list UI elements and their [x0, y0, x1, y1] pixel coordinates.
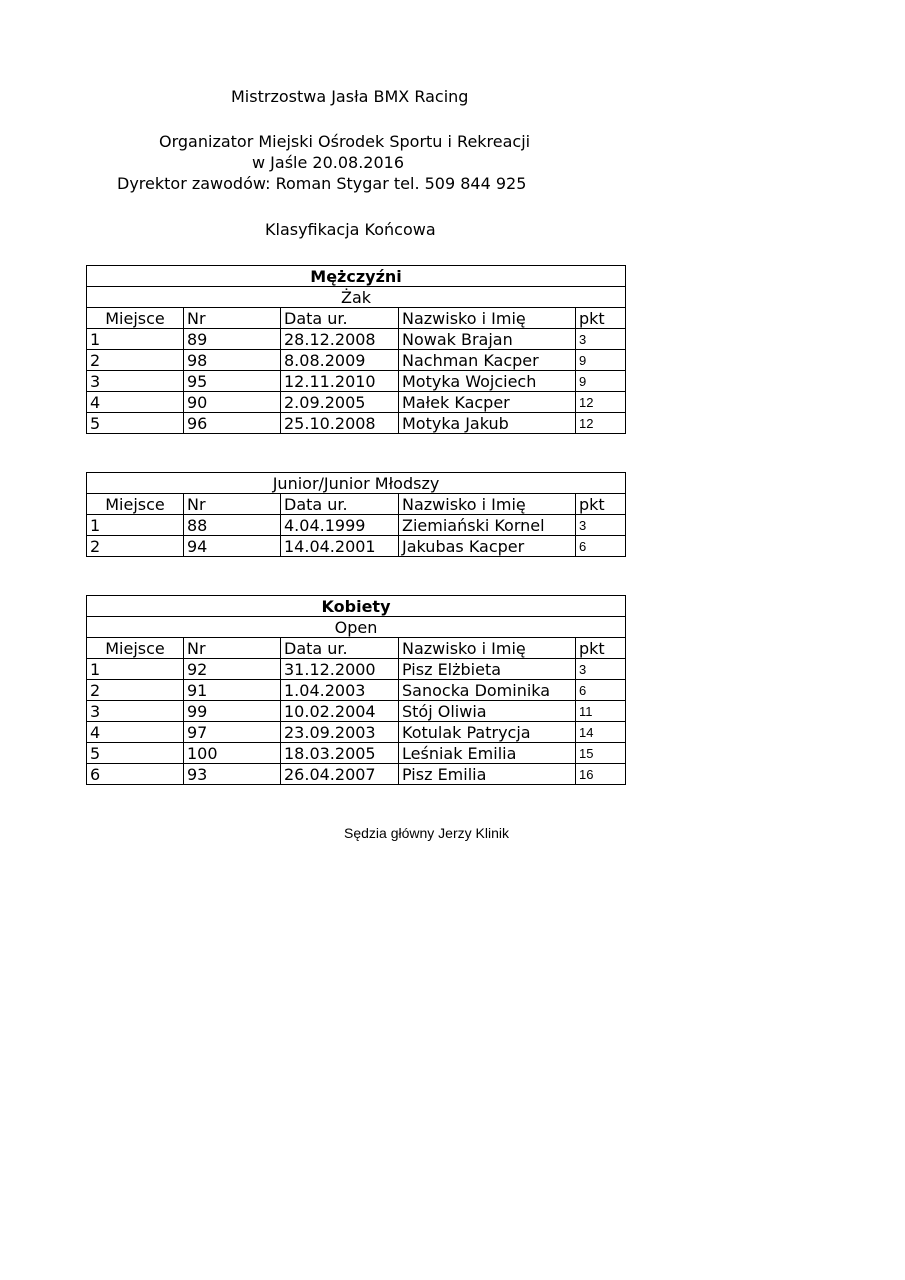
- table-row: [87, 536, 626, 557]
- points-cell: 15: [576, 743, 626, 764]
- place-cell: 4: [87, 392, 184, 413]
- name-cell: Nowak Brajan: [399, 329, 576, 350]
- category-row: [87, 473, 626, 494]
- number-cell: 98: [184, 350, 281, 371]
- points-cell: 16: [576, 764, 626, 785]
- table-row: [87, 329, 626, 350]
- category-heading: Żak: [87, 287, 626, 308]
- results-table-men-junior: [86, 472, 626, 557]
- category-row: [87, 287, 626, 308]
- table-row: [87, 515, 626, 536]
- birthdate-cell: 23.09.2003: [281, 722, 399, 743]
- birthdate-cell: 2.09.2005: [281, 392, 399, 413]
- name-cell: Sanocka Dominika: [399, 680, 576, 701]
- number-cell: 88: [184, 515, 281, 536]
- organizer-line: Organizator Miejski Ośrodek Sportu i Rekreacji: [159, 132, 531, 151]
- points-cell: 9: [576, 371, 626, 392]
- birthdate-cell: 4.04.1999: [281, 515, 399, 536]
- table-row: [87, 743, 626, 764]
- points-cell: 14: [576, 722, 626, 743]
- points-cell: 9: [576, 350, 626, 371]
- place-cell: 1: [87, 329, 184, 350]
- col-header-nazwisko: Nazwisko i Imię: [399, 494, 576, 515]
- number-cell: 89: [184, 329, 281, 350]
- document-title: Mistrzostwa Jasła BMX Racing: [231, 87, 469, 106]
- birthdate-cell: 8.08.2009: [281, 350, 399, 371]
- table-row: [87, 392, 626, 413]
- number-cell: 96: [184, 413, 281, 434]
- table-row: [87, 371, 626, 392]
- col-header-nazwisko: Nazwisko i Imię: [399, 638, 576, 659]
- name-cell: Kotulak Patrycja: [399, 722, 576, 743]
- birthdate-cell: 25.10.2008: [281, 413, 399, 434]
- chief-judge-line: Sędzia główny Jerzy Klinik: [344, 825, 509, 841]
- gender-row: [87, 266, 626, 287]
- results-table-women-open: [86, 595, 626, 785]
- points-cell: 6: [576, 680, 626, 701]
- points-cell: 12: [576, 413, 626, 434]
- gender-row: [87, 596, 626, 617]
- number-cell: 95: [184, 371, 281, 392]
- col-header-pkt: pkt: [576, 638, 626, 659]
- number-cell: 91: [184, 680, 281, 701]
- col-header-nr: Nr: [184, 638, 281, 659]
- col-header-data-ur: Data ur.: [281, 494, 399, 515]
- column-header-row: [87, 308, 626, 329]
- place-cell: 2: [87, 536, 184, 557]
- col-header-nr: Nr: [184, 494, 281, 515]
- name-cell: Pisz Elżbieta: [399, 659, 576, 680]
- points-cell: 11: [576, 701, 626, 722]
- director-line: Dyrektor zawodów: Roman Stygar tel. 509 844 925: [117, 174, 527, 193]
- birthdate-cell: 1.04.2003: [281, 680, 399, 701]
- column-header-row: [87, 494, 626, 515]
- points-cell: 12: [576, 392, 626, 413]
- col-header-nr: Nr: [184, 308, 281, 329]
- table-row: [87, 764, 626, 785]
- place-cell: 5: [87, 413, 184, 434]
- category-heading: Open: [87, 617, 626, 638]
- birthdate-cell: 31.12.2000: [281, 659, 399, 680]
- place-cell: 2: [87, 350, 184, 371]
- place-cell: 3: [87, 701, 184, 722]
- name-cell: Motyka Jakub: [399, 413, 576, 434]
- category-heading: Junior/Junior Młodszy: [87, 473, 626, 494]
- name-cell: Ziemiański Kornel: [399, 515, 576, 536]
- name-cell: Leśniak Emilia: [399, 743, 576, 764]
- place-date-line: w Jaśle 20.08.2016: [252, 153, 405, 172]
- col-header-miejsce: Miejsce: [87, 308, 184, 329]
- number-cell: 90: [184, 392, 281, 413]
- name-cell: Stój Oliwia: [399, 701, 576, 722]
- column-header-row: [87, 638, 626, 659]
- points-cell: 3: [576, 659, 626, 680]
- place-cell: 2: [87, 680, 184, 701]
- birthdate-cell: 28.12.2008: [281, 329, 399, 350]
- table-row: [87, 701, 626, 722]
- points-cell: 3: [576, 515, 626, 536]
- gender-heading: Kobiety: [87, 596, 626, 617]
- col-header-pkt: pkt: [576, 308, 626, 329]
- col-header-miejsce: Miejsce: [87, 638, 184, 659]
- number-cell: 99: [184, 701, 281, 722]
- col-header-miejsce: Miejsce: [87, 494, 184, 515]
- name-cell: Pisz Emilia: [399, 764, 576, 785]
- table-row: [87, 350, 626, 371]
- table-row: [87, 722, 626, 743]
- name-cell: Motyka Wojciech: [399, 371, 576, 392]
- birthdate-cell: 10.02.2004: [281, 701, 399, 722]
- name-cell: Jakubas Kacper: [399, 536, 576, 557]
- col-header-data-ur: Data ur.: [281, 308, 399, 329]
- birthdate-cell: 14.04.2001: [281, 536, 399, 557]
- place-cell: 5: [87, 743, 184, 764]
- birthdate-cell: 18.03.2005: [281, 743, 399, 764]
- birthdate-cell: 26.04.2007: [281, 764, 399, 785]
- place-cell: 3: [87, 371, 184, 392]
- table-row: [87, 680, 626, 701]
- points-cell: 3: [576, 329, 626, 350]
- birthdate-cell: 12.11.2010: [281, 371, 399, 392]
- table-row: [87, 413, 626, 434]
- place-cell: 1: [87, 515, 184, 536]
- name-cell: Małek Kacper: [399, 392, 576, 413]
- gender-heading: Mężczyźni: [87, 266, 626, 287]
- number-cell: 92: [184, 659, 281, 680]
- place-cell: 1: [87, 659, 184, 680]
- number-cell: 97: [184, 722, 281, 743]
- place-cell: 4: [87, 722, 184, 743]
- col-header-data-ur: Data ur.: [281, 638, 399, 659]
- col-header-nazwisko: Nazwisko i Imię: [399, 308, 576, 329]
- classification-heading: Klasyfikacja Końcowa: [265, 220, 436, 239]
- name-cell: Nachman Kacper: [399, 350, 576, 371]
- number-cell: 100: [184, 743, 281, 764]
- table-row: [87, 659, 626, 680]
- category-row: [87, 617, 626, 638]
- number-cell: 93: [184, 764, 281, 785]
- points-cell: 6: [576, 536, 626, 557]
- col-header-pkt: pkt: [576, 494, 626, 515]
- number-cell: 94: [184, 536, 281, 557]
- results-table-men-zak: [86, 265, 626, 434]
- place-cell: 6: [87, 764, 184, 785]
